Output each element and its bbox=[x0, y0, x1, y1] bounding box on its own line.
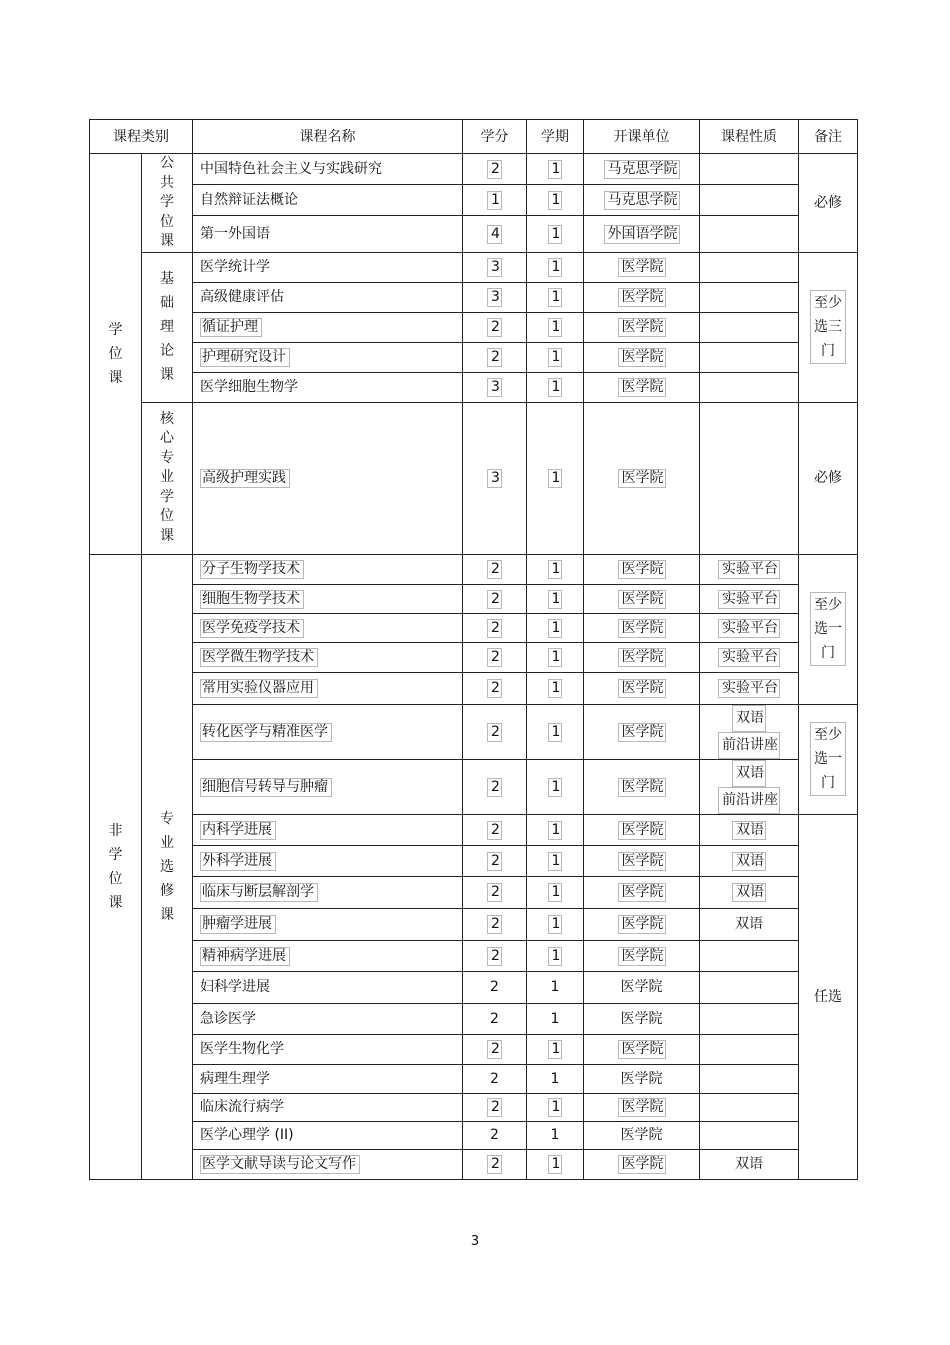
course-unit bbox=[584, 814, 700, 845]
course-nature bbox=[700, 814, 799, 845]
course-semester-text: 1 bbox=[548, 852, 563, 871]
group-note-text: 至少选一门 bbox=[810, 592, 847, 666]
course-credit: 2 bbox=[463, 971, 527, 1003]
course-unit-text: 医学院 bbox=[618, 258, 666, 277]
course-semester bbox=[527, 312, 584, 342]
course-row bbox=[90, 554, 858, 584]
course-credit bbox=[463, 282, 527, 312]
course-nature bbox=[700, 759, 799, 814]
course-credit-text: 3 bbox=[487, 469, 502, 488]
course-semester-text: 1 bbox=[548, 821, 563, 840]
course-unit-text: 医学院 bbox=[618, 590, 666, 609]
course-nature bbox=[700, 845, 799, 876]
course-name bbox=[193, 312, 463, 342]
course-semester bbox=[527, 584, 584, 613]
course-credit bbox=[463, 554, 527, 584]
course-credit bbox=[463, 940, 527, 971]
course-credit: 2 bbox=[463, 1121, 527, 1149]
group-note bbox=[799, 704, 858, 814]
course-row bbox=[90, 584, 858, 613]
course-semester bbox=[527, 1149, 584, 1179]
course-name-text: 细胞信号转导与肿瘤 bbox=[200, 778, 332, 797]
course-unit: 医学院 bbox=[584, 971, 700, 1003]
course-semester bbox=[527, 1034, 584, 1064]
course-row bbox=[90, 215, 858, 252]
course-unit bbox=[584, 845, 700, 876]
course-credit-text: 2 bbox=[487, 590, 502, 609]
course-name-text: 精神病学进展 bbox=[200, 947, 290, 966]
course-nature bbox=[700, 372, 799, 402]
course-semester-text: 1 bbox=[548, 191, 563, 210]
course-row bbox=[90, 1064, 858, 1093]
course-credit-text: 2 bbox=[487, 1098, 502, 1117]
course-unit-text: 医学院 bbox=[618, 778, 666, 797]
course-unit bbox=[584, 252, 700, 282]
course-name: 医学心理学 (II) bbox=[193, 1121, 463, 1149]
course-nature bbox=[700, 215, 799, 252]
course-name: 病理生理学 bbox=[193, 1064, 463, 1093]
course-unit bbox=[584, 282, 700, 312]
course-semester-text: 1 bbox=[548, 288, 563, 307]
course-semester bbox=[527, 282, 584, 312]
course-unit-text: 马克思学院 bbox=[604, 191, 680, 210]
course-name bbox=[193, 876, 463, 908]
course-semester: 1 bbox=[527, 1121, 584, 1149]
course-semester bbox=[527, 814, 584, 845]
course-name-text: 医学免疫学技术 bbox=[200, 619, 304, 638]
course-semester bbox=[527, 252, 584, 282]
course-row bbox=[90, 642, 858, 672]
subcategory-core bbox=[142, 402, 193, 554]
course-unit bbox=[584, 1093, 700, 1121]
course-unit-text: 医学院 bbox=[618, 469, 666, 488]
course-credit bbox=[463, 184, 527, 215]
course-unit-text: 医学院 bbox=[618, 915, 666, 934]
course-unit-text: 医学院 bbox=[618, 318, 666, 337]
course-name bbox=[193, 672, 463, 704]
course-name: 高级健康评估 bbox=[193, 282, 463, 312]
course-semester bbox=[527, 759, 584, 814]
course-nature bbox=[700, 613, 799, 642]
course-semester-text: 1 bbox=[548, 258, 563, 277]
course-semester: 1 bbox=[527, 1003, 584, 1034]
course-semester bbox=[527, 876, 584, 908]
course-name: 医学生物化学 bbox=[193, 1034, 463, 1064]
course-nature bbox=[700, 1034, 799, 1064]
course-credit bbox=[463, 312, 527, 342]
course-credit bbox=[463, 642, 527, 672]
course-semester bbox=[527, 154, 584, 185]
course-nature bbox=[700, 252, 799, 282]
course-nature bbox=[700, 1093, 799, 1121]
category-degree bbox=[90, 154, 142, 555]
group-note: 必修 bbox=[799, 154, 858, 253]
course-name: 妇科学进展 bbox=[193, 971, 463, 1003]
course-unit-text: 医学院 bbox=[618, 560, 666, 579]
course-nature-text: 双语 bbox=[732, 821, 766, 840]
header-semester: 学期 bbox=[527, 120, 584, 154]
course-row bbox=[90, 282, 858, 312]
course-semester-text: 1 bbox=[548, 378, 563, 397]
course-credit-text: 2 bbox=[487, 1040, 502, 1059]
course-unit-text: 医学院 bbox=[618, 348, 666, 367]
subcategory-public-label: 公共学位课 bbox=[159, 155, 174, 249]
header-category: 课程类别 bbox=[90, 120, 193, 154]
header-row bbox=[90, 120, 858, 154]
course-credit bbox=[463, 342, 527, 372]
course-name bbox=[193, 759, 463, 814]
course-credit bbox=[463, 672, 527, 704]
course-unit bbox=[584, 154, 700, 185]
course-name bbox=[193, 908, 463, 940]
course-unit bbox=[584, 940, 700, 971]
header-note: 备注 bbox=[799, 120, 858, 154]
course-nature-text: 实验平台 bbox=[718, 590, 780, 609]
course-unit bbox=[584, 613, 700, 642]
course-row bbox=[90, 814, 858, 845]
header-unit: 开课单位 bbox=[584, 120, 700, 154]
course-name-text: 医学微生物学技术 bbox=[200, 648, 318, 667]
course-credit bbox=[463, 845, 527, 876]
subcategory-basic-label: 基础理论课 bbox=[159, 271, 174, 383]
course-nature-line-2: 前沿讲座 bbox=[718, 732, 780, 759]
course-semester-text: 1 bbox=[548, 723, 563, 742]
course-nature bbox=[700, 584, 799, 613]
course-semester-text: 1 bbox=[548, 619, 563, 638]
course-name-text: 临床与断层解剖学 bbox=[200, 883, 318, 902]
course-name: 自然辩证法概论 bbox=[193, 184, 463, 215]
course-semester-text: 1 bbox=[548, 348, 563, 367]
course-semester bbox=[527, 184, 584, 215]
course-nature-text: 双语 bbox=[732, 852, 766, 871]
course-unit bbox=[584, 402, 700, 554]
course-credit bbox=[463, 876, 527, 908]
course-credit-text: 2 bbox=[487, 648, 502, 667]
course-unit bbox=[584, 672, 700, 704]
course-credit-text: 2 bbox=[487, 160, 502, 179]
course-credit bbox=[463, 252, 527, 282]
course-nature bbox=[700, 342, 799, 372]
course-credit-text: 2 bbox=[487, 1155, 502, 1174]
course-nature bbox=[700, 672, 799, 704]
course-name bbox=[193, 642, 463, 672]
course-semester bbox=[527, 642, 584, 672]
course-unit-text: 医学院 bbox=[618, 1040, 666, 1059]
course-nature bbox=[700, 402, 799, 554]
group-note bbox=[799, 252, 858, 402]
course-semester bbox=[527, 554, 584, 584]
course-semester bbox=[527, 342, 584, 372]
category-degree-label: 学位课 bbox=[108, 321, 123, 386]
course-semester bbox=[527, 672, 584, 704]
course-name: 临床流行病学 bbox=[193, 1093, 463, 1121]
course-unit: 医学院 bbox=[584, 1003, 700, 1034]
course-name bbox=[193, 342, 463, 372]
course-credit bbox=[463, 584, 527, 613]
subcategory-public bbox=[142, 154, 193, 253]
course-credit-text: 2 bbox=[487, 619, 502, 638]
course-nature bbox=[700, 971, 799, 1003]
course-unit-text: 马克思学院 bbox=[604, 160, 680, 179]
course-name bbox=[193, 402, 463, 554]
course-unit-text: 医学院 bbox=[618, 852, 666, 871]
course-row bbox=[90, 1003, 858, 1034]
course-row bbox=[90, 252, 858, 282]
course-nature bbox=[700, 154, 799, 185]
course-row bbox=[90, 971, 858, 1003]
course-unit bbox=[584, 372, 700, 402]
course-credit bbox=[463, 759, 527, 814]
course-name-text: 转化医学与精准医学 bbox=[200, 723, 332, 742]
course-name-text: 常用实验仪器应用 bbox=[200, 679, 318, 698]
course-nature bbox=[700, 1121, 799, 1149]
course-unit-text: 医学院 bbox=[618, 288, 666, 307]
header-nature: 课程性质 bbox=[700, 120, 799, 154]
course-unit bbox=[584, 215, 700, 252]
course-row bbox=[90, 908, 858, 940]
course-credit-text: 2 bbox=[487, 723, 502, 742]
course-credit bbox=[463, 704, 527, 759]
course-semester-text: 1 bbox=[548, 679, 563, 698]
course-credit-text: 2 bbox=[487, 852, 502, 871]
course-unit-text: 医学院 bbox=[618, 821, 666, 840]
course-semester-text: 1 bbox=[548, 590, 563, 609]
course-name-text: 肿瘤学进展 bbox=[200, 915, 276, 934]
course-row bbox=[90, 312, 858, 342]
course-credit-text: 4 bbox=[487, 225, 502, 244]
course-semester-text: 1 bbox=[548, 1040, 563, 1059]
course-credit-text: 3 bbox=[487, 378, 502, 397]
course-credit-text: 2 bbox=[487, 915, 502, 934]
course-name: 中国特色社会主义与实践研究 bbox=[193, 154, 463, 185]
course-nature: 双语 bbox=[700, 1149, 799, 1179]
course-name-text: 护理研究设计 bbox=[200, 348, 290, 367]
course-nature-line-1: 双语 bbox=[732, 705, 766, 732]
course-nature-line-1: 双语 bbox=[732, 760, 766, 787]
course-unit-text: 医学院 bbox=[618, 378, 666, 397]
course-semester-text: 1 bbox=[548, 648, 563, 667]
course-nature bbox=[700, 704, 799, 759]
course-semester-text: 1 bbox=[548, 560, 563, 579]
course-nature-text: 实验平台 bbox=[718, 648, 780, 667]
course-semester bbox=[527, 215, 584, 252]
course-semester bbox=[527, 704, 584, 759]
course-row bbox=[90, 184, 858, 215]
course-row bbox=[90, 342, 858, 372]
course-credit: 2 bbox=[463, 1003, 527, 1034]
course-unit-text: 医学院 bbox=[618, 648, 666, 667]
course-semester bbox=[527, 372, 584, 402]
course-nature-line-2: 前沿讲座 bbox=[718, 787, 780, 814]
course-name: 第一外国语 bbox=[193, 215, 463, 252]
subcategory-elective-label: 专业选修课 bbox=[159, 810, 174, 923]
course-row bbox=[90, 613, 858, 642]
course-credit-text: 2 bbox=[487, 947, 502, 966]
course-credit bbox=[463, 154, 527, 185]
course-row bbox=[90, 672, 858, 704]
course-unit bbox=[584, 704, 700, 759]
course-nature bbox=[700, 554, 799, 584]
course-row bbox=[90, 1149, 858, 1179]
category-nondegree bbox=[90, 554, 142, 1179]
header-credit: 学分 bbox=[463, 120, 527, 154]
course-semester-text: 1 bbox=[548, 1155, 563, 1174]
course-semester bbox=[527, 940, 584, 971]
course-semester-text: 1 bbox=[548, 883, 563, 902]
course-name bbox=[193, 584, 463, 613]
course-unit bbox=[584, 554, 700, 584]
course-unit bbox=[584, 184, 700, 215]
course-unit bbox=[584, 312, 700, 342]
group-note: 任选 bbox=[799, 814, 858, 1179]
course-nature-text: 实验平台 bbox=[718, 619, 780, 638]
course-unit-text: 医学院 bbox=[618, 723, 666, 742]
course-nature bbox=[700, 940, 799, 971]
course-unit bbox=[584, 759, 700, 814]
course-unit-text: 医学院 bbox=[618, 1098, 666, 1117]
course-row bbox=[90, 154, 858, 185]
group-note-text: 至少选三门 bbox=[810, 290, 847, 364]
course-nature bbox=[700, 282, 799, 312]
course-semester-text: 1 bbox=[548, 1098, 563, 1117]
course-credit-text: 2 bbox=[487, 679, 502, 698]
course-credit-text: 3 bbox=[487, 258, 502, 277]
course-semester-text: 1 bbox=[548, 160, 563, 179]
course-credit bbox=[463, 372, 527, 402]
course-name-text: 医学文献导读与论文写作 bbox=[200, 1155, 360, 1174]
course-name: 医学统计学 bbox=[193, 252, 463, 282]
course-row bbox=[90, 372, 858, 402]
course-credit-text: 2 bbox=[487, 348, 502, 367]
course-semester bbox=[527, 402, 584, 554]
course-name-text: 循证护理 bbox=[200, 318, 262, 337]
course-name bbox=[193, 940, 463, 971]
course-name-text: 分子生物学技术 bbox=[200, 560, 304, 579]
course-credit bbox=[463, 908, 527, 940]
course-nature bbox=[700, 1003, 799, 1034]
course-row bbox=[90, 1034, 858, 1064]
course-row bbox=[90, 1093, 858, 1121]
course-semester: 1 bbox=[527, 971, 584, 1003]
course-nature-text: 双语 bbox=[732, 883, 766, 902]
category-nondegree-label: 非学位课 bbox=[108, 822, 123, 911]
course-unit bbox=[584, 1149, 700, 1179]
course-semester bbox=[527, 613, 584, 642]
course-credit-text: 2 bbox=[487, 560, 502, 579]
course-unit bbox=[584, 584, 700, 613]
course-name: 急诊医学 bbox=[193, 1003, 463, 1034]
course-nature bbox=[700, 642, 799, 672]
course-nature: 双语 bbox=[700, 908, 799, 940]
course-semester-text: 1 bbox=[548, 915, 563, 934]
course-nature-text: 实验平台 bbox=[718, 679, 780, 698]
course-unit bbox=[584, 1034, 700, 1064]
subcategory-elective bbox=[142, 554, 193, 1179]
course-credit-text: 2 bbox=[487, 883, 502, 902]
course-semester: 1 bbox=[527, 1064, 584, 1093]
course-name bbox=[193, 704, 463, 759]
course-name bbox=[193, 1149, 463, 1179]
course-credit bbox=[463, 1093, 527, 1121]
course-name-text: 细胞生物学技术 bbox=[200, 590, 304, 609]
course-credit-text: 3 bbox=[487, 288, 502, 307]
course-row bbox=[90, 845, 858, 876]
course-nature bbox=[700, 184, 799, 215]
course-credit bbox=[463, 1034, 527, 1064]
course-name-text: 内科学进展 bbox=[200, 821, 276, 840]
course-row bbox=[90, 876, 858, 908]
course-credit-text: 2 bbox=[487, 821, 502, 840]
course-semester bbox=[527, 908, 584, 940]
group-note-text: 至少选一门 bbox=[810, 722, 847, 796]
course-unit bbox=[584, 876, 700, 908]
course-name bbox=[193, 554, 463, 584]
course-semester-text: 1 bbox=[548, 318, 563, 337]
course-credit-text: 2 bbox=[487, 318, 502, 337]
course-credit bbox=[463, 215, 527, 252]
course-semester bbox=[527, 1093, 584, 1121]
course-unit bbox=[584, 642, 700, 672]
course-nature-text: 实验平台 bbox=[718, 560, 780, 579]
course-table bbox=[89, 119, 858, 1180]
header-course-name: 课程名称 bbox=[193, 120, 463, 154]
course-name: 医学细胞生物学 bbox=[193, 372, 463, 402]
course-nature bbox=[700, 312, 799, 342]
course-credit-text: 2 bbox=[487, 778, 502, 797]
course-name bbox=[193, 845, 463, 876]
course-credit bbox=[463, 402, 527, 554]
course-semester-text: 1 bbox=[548, 469, 563, 488]
page-number: 3 bbox=[470, 1234, 480, 1249]
course-semester-text: 1 bbox=[548, 225, 563, 244]
course-unit: 医学院 bbox=[584, 1064, 700, 1093]
course-row bbox=[90, 704, 858, 759]
course-nature bbox=[700, 876, 799, 908]
course-credit bbox=[463, 613, 527, 642]
course-semester-text: 1 bbox=[548, 947, 563, 966]
course-row bbox=[90, 1121, 858, 1149]
course-semester-text: 1 bbox=[548, 778, 563, 797]
course-name-text: 外科学进展 bbox=[200, 852, 276, 871]
subcategory-basic bbox=[142, 252, 193, 402]
course-name-text: 高级护理实践 bbox=[200, 469, 290, 488]
course-unit: 医学院 bbox=[584, 1121, 700, 1149]
course-semester bbox=[527, 845, 584, 876]
group-note bbox=[799, 554, 858, 704]
course-nature bbox=[700, 1064, 799, 1093]
course-unit bbox=[584, 342, 700, 372]
course-row bbox=[90, 759, 858, 814]
course-unit-text: 医学院 bbox=[618, 947, 666, 966]
course-unit-text: 医学院 bbox=[618, 1155, 666, 1174]
course-credit: 2 bbox=[463, 1064, 527, 1093]
course-unit-text: 医学院 bbox=[618, 883, 666, 902]
subcategory-core-label: 核心专业学位课 bbox=[159, 410, 174, 544]
course-unit bbox=[584, 908, 700, 940]
course-credit-text: 1 bbox=[487, 191, 502, 210]
course-unit-text: 医学院 bbox=[618, 679, 666, 698]
course-unit-text: 医学院 bbox=[618, 619, 666, 638]
course-name bbox=[193, 613, 463, 642]
course-row bbox=[90, 402, 858, 554]
course-credit bbox=[463, 814, 527, 845]
course-row bbox=[90, 940, 858, 971]
course-unit-text: 外国语学院 bbox=[604, 225, 680, 244]
course-credit bbox=[463, 1149, 527, 1179]
course-name bbox=[193, 814, 463, 845]
group-note: 必修 bbox=[799, 402, 858, 554]
